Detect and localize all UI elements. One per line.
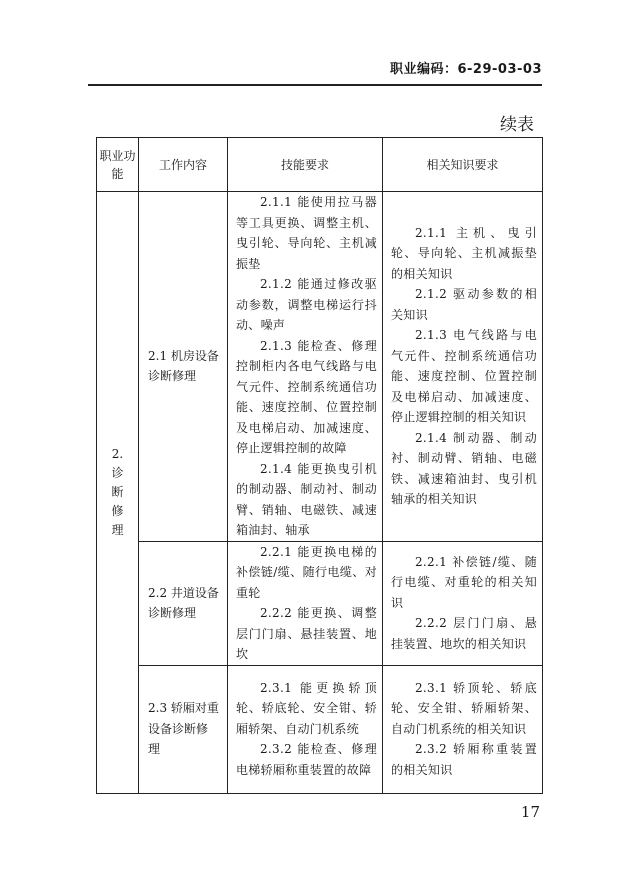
table-row — [97, 192, 543, 542]
function-label: 2. 诊断修理 — [111, 446, 124, 537]
skill-item: 2.1.4 能更换曳引机的制动器、制动衬、制动臂、销轴、电磁铁、减速箱油封、轴承 — [236, 461, 377, 537]
table-row — [97, 665, 543, 793]
skill-item: 2.3.1 能更换轿顶轮、轿底轮、安全钳、轿厢轿架、自动门机系统 — [236, 680, 377, 736]
skill-item: 2.2.1 能更换电梯的补偿链/缆、随行电缆、对重轮 — [236, 544, 377, 600]
skills-table — [96, 137, 543, 794]
knowledge-item: 2.1.2 驱动参数的相关知识 — [391, 287, 537, 322]
content-cell: 2.2 井道设备诊断修理 — [139, 541, 228, 665]
knowledge-item: 2.1.4 制动器、制动衬、制动臂、销轴、电磁铁、减速箱油封、曳引机轴承的相关知识 — [391, 430, 537, 507]
function-cell — [97, 192, 139, 794]
occupation-code: 职业编码：6-29-03-03 — [389, 62, 542, 77]
skill-item: 2.2.2 能更换、调整层门门扇、悬挂装置、地坎 — [236, 606, 377, 661]
skills-cell — [228, 541, 383, 665]
header-rule — [88, 84, 542, 86]
skills-cell — [228, 192, 383, 542]
header-content: 工作内容 — [139, 138, 228, 192]
knowledge-item: 2.1.1 主机、曳引轮、导向轮、主机减振垫的相关知识 — [391, 225, 537, 281]
skills-cell — [228, 665, 383, 793]
header-knowledge: 相关知识要求 — [383, 138, 543, 192]
skill-item: 2.1.2 能通过修改驱动参数，调整电梯运行抖动、噪声 — [236, 277, 377, 332]
knowledge-cell — [383, 665, 543, 793]
knowledge-cell — [383, 541, 543, 665]
table-header-row — [97, 138, 543, 192]
header-skills: 技能要求 — [228, 138, 383, 192]
skill-item: 2.1.1 能使用拉马器等工具更换、调整主机、曳引轮、导向轮、主机减振垫 — [236, 195, 377, 271]
knowledge-item: 2.1.3 电气线路与电气元件、控制系统通信功能、速度控制、位置控制及电梯启动、加减速度、停止逻辑控制的相关知识 — [391, 328, 537, 425]
page-number: 17 — [520, 803, 540, 821]
continued-table-label: 续表 — [500, 115, 534, 135]
knowledge-cell — [383, 192, 543, 542]
skill-item: 2.3.2 能检查、修理电梯轿厢称重装置的故障 — [236, 742, 377, 777]
header-function: 职业功能 — [97, 138, 139, 192]
table-row — [97, 541, 543, 665]
knowledge-item: 2.2.2 层门门扇、悬挂装置、地坎的相关知识 — [391, 616, 537, 651]
knowledge-item: 2.2.1 补偿链/缆、随行电缆、对重轮的相关知识 — [391, 554, 537, 610]
content-cell: 2.3 轿厢对重设备诊断修理 — [139, 665, 228, 793]
content-cell: 2.1 机房设备诊断修理 — [139, 192, 228, 542]
skill-item: 2.1.3 能检查、修理控制柜内各电气线路与电气元件、控制系统通信功能、速度控制、位置控制及电梯启动、加减速度、停止逻辑控制的故障 — [236, 338, 377, 455]
knowledge-item: 2.3.1 轿顶轮、轿底轮、安全钳、轿厢轿架、自动门机系统的相关知识 — [391, 680, 537, 736]
knowledge-item: 2.3.2 轿厢称重装置的相关知识 — [391, 742, 537, 777]
